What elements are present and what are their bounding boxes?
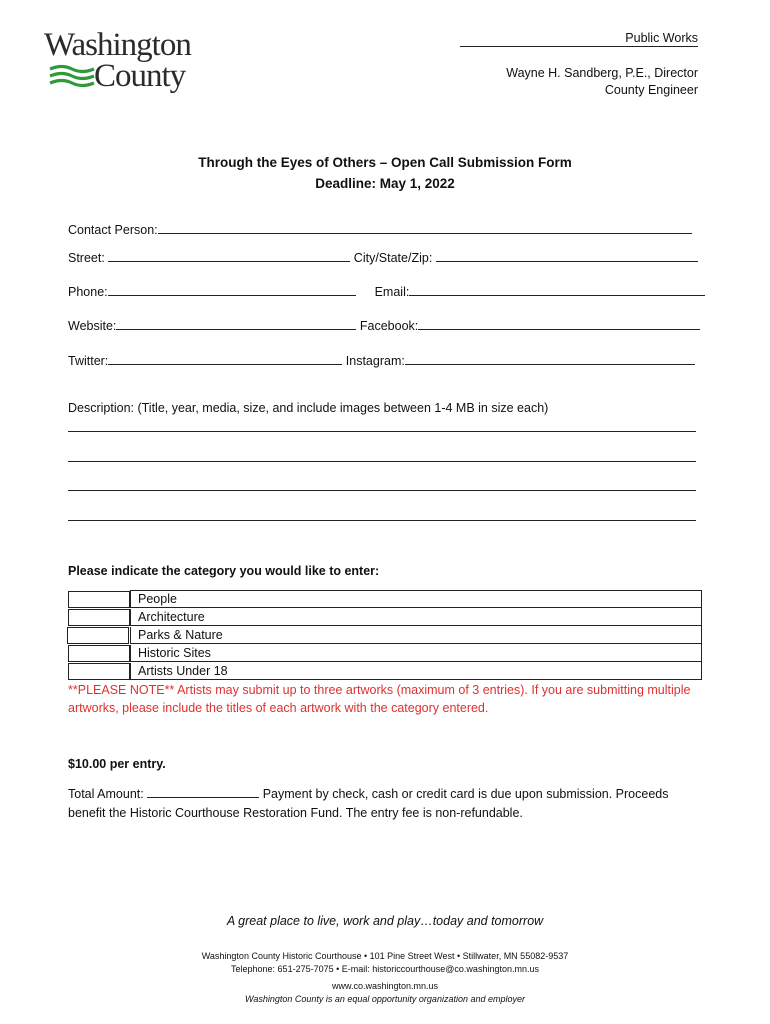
website-row [68,318,700,333]
category-label-people: People [130,591,702,608]
category-checkbox-architecture[interactable] [68,609,130,626]
payment-paragraph [68,785,708,823]
category-checkbox-people[interactable] [68,591,130,608]
street-label: Street: [68,251,105,265]
form-title: Through the Eyes of Others – Open Call Submission Form [198,155,572,170]
category-label-parks-nature: Parks & Nature [130,627,702,644]
header-contact-block [506,30,698,99]
phone-row [68,284,705,299]
form-deadline: Deadline: May 1, 2022 [315,176,455,191]
description-line-2[interactable] [68,461,696,462]
logo-word-washington: Washington [44,27,191,63]
category-checkbox-historic-sites[interactable] [68,645,130,662]
phone-field[interactable] [108,284,356,296]
contact-person-row [68,222,692,237]
logo-waves-icon [48,64,96,88]
description-line-4[interactable] [68,520,696,521]
washington-county-logo [44,28,214,96]
entry-fee: $10.00 per entry. [68,757,166,771]
category-label-historic-sites: Historic Sites [130,645,702,662]
contact-person-field[interactable] [158,222,692,234]
director-name: Wayne H. Sandberg, P.E., Director [506,66,698,80]
description-line-1[interactable] [68,431,696,432]
logo-word-county: County [94,58,186,94]
category-checkbox-artists-under-18[interactable] [68,663,130,680]
footer-website[interactable]: www.co.washington.mn.us [331,981,439,991]
street-field[interactable] [108,250,350,262]
footer-tagline: A great place to live, work and play…today and tomorrow [226,914,544,928]
website-field[interactable] [116,318,356,330]
instagram-field[interactable] [405,353,695,365]
engineer-title: County Engineer [604,83,698,97]
entry-limit-note: **PLEASE NOTE** Artists may submit up to three artworks (maximum of 3 entries). If you are submitting multiple artworks, please include the titles of each artwork with the category entered. [68,683,691,715]
contact-person-label: Contact Person: [68,223,158,237]
description-label: Description: (Title, year, media, size, and include images between 1-4 MB in size each) [68,401,549,415]
twitter-label: Twitter: [68,354,109,368]
city-state-zip-field[interactable] [436,250,698,262]
category-heading: Please indicate the category you would like to enter: [68,564,380,578]
email-label: Email: [374,285,410,299]
website-label: Website: [68,319,117,333]
header-rule [460,46,698,47]
twitter-field[interactable] [108,353,342,365]
form-title-block [0,152,770,194]
twitter-row [68,353,695,368]
category-label-architecture: Architecture [130,609,702,626]
street-row [68,250,698,265]
phone-label: Phone: [68,285,108,299]
department-name: Public Works [625,31,698,45]
category-checkbox-parks-nature[interactable] [67,627,129,644]
footer-eeo-statement: Washington County is an equal opportunity organization and employer [244,994,525,1004]
footer-address: Washington County Historic Courthouse • 101 Pine Street West • Stillwater, MN 55082-9537 [201,951,569,961]
total-amount-label: Total Amount: [68,787,144,801]
city-state-zip-label: City/State/Zip: [353,251,433,265]
email-field[interactable] [409,284,705,296]
description-line-3[interactable] [68,490,696,491]
payment-text: Payment by check, cash or credit card is due upon submission. Proceeds benefit the Historic Courthouse Restoration Fund. The entry fee is non-refundable. [68,787,669,820]
footer-contact: Telephone: 651-275-7075 • E-mail: historiccourthouse@co.washington.mn.us [231,964,539,974]
category-table [68,590,702,682]
category-label-artists-under-18: Artists Under 18 [130,663,702,680]
total-amount-field[interactable] [147,786,259,798]
facebook-label: Facebook: [359,319,419,333]
facebook-field[interactable] [418,318,700,330]
instagram-label: Instagram: [345,354,405,368]
